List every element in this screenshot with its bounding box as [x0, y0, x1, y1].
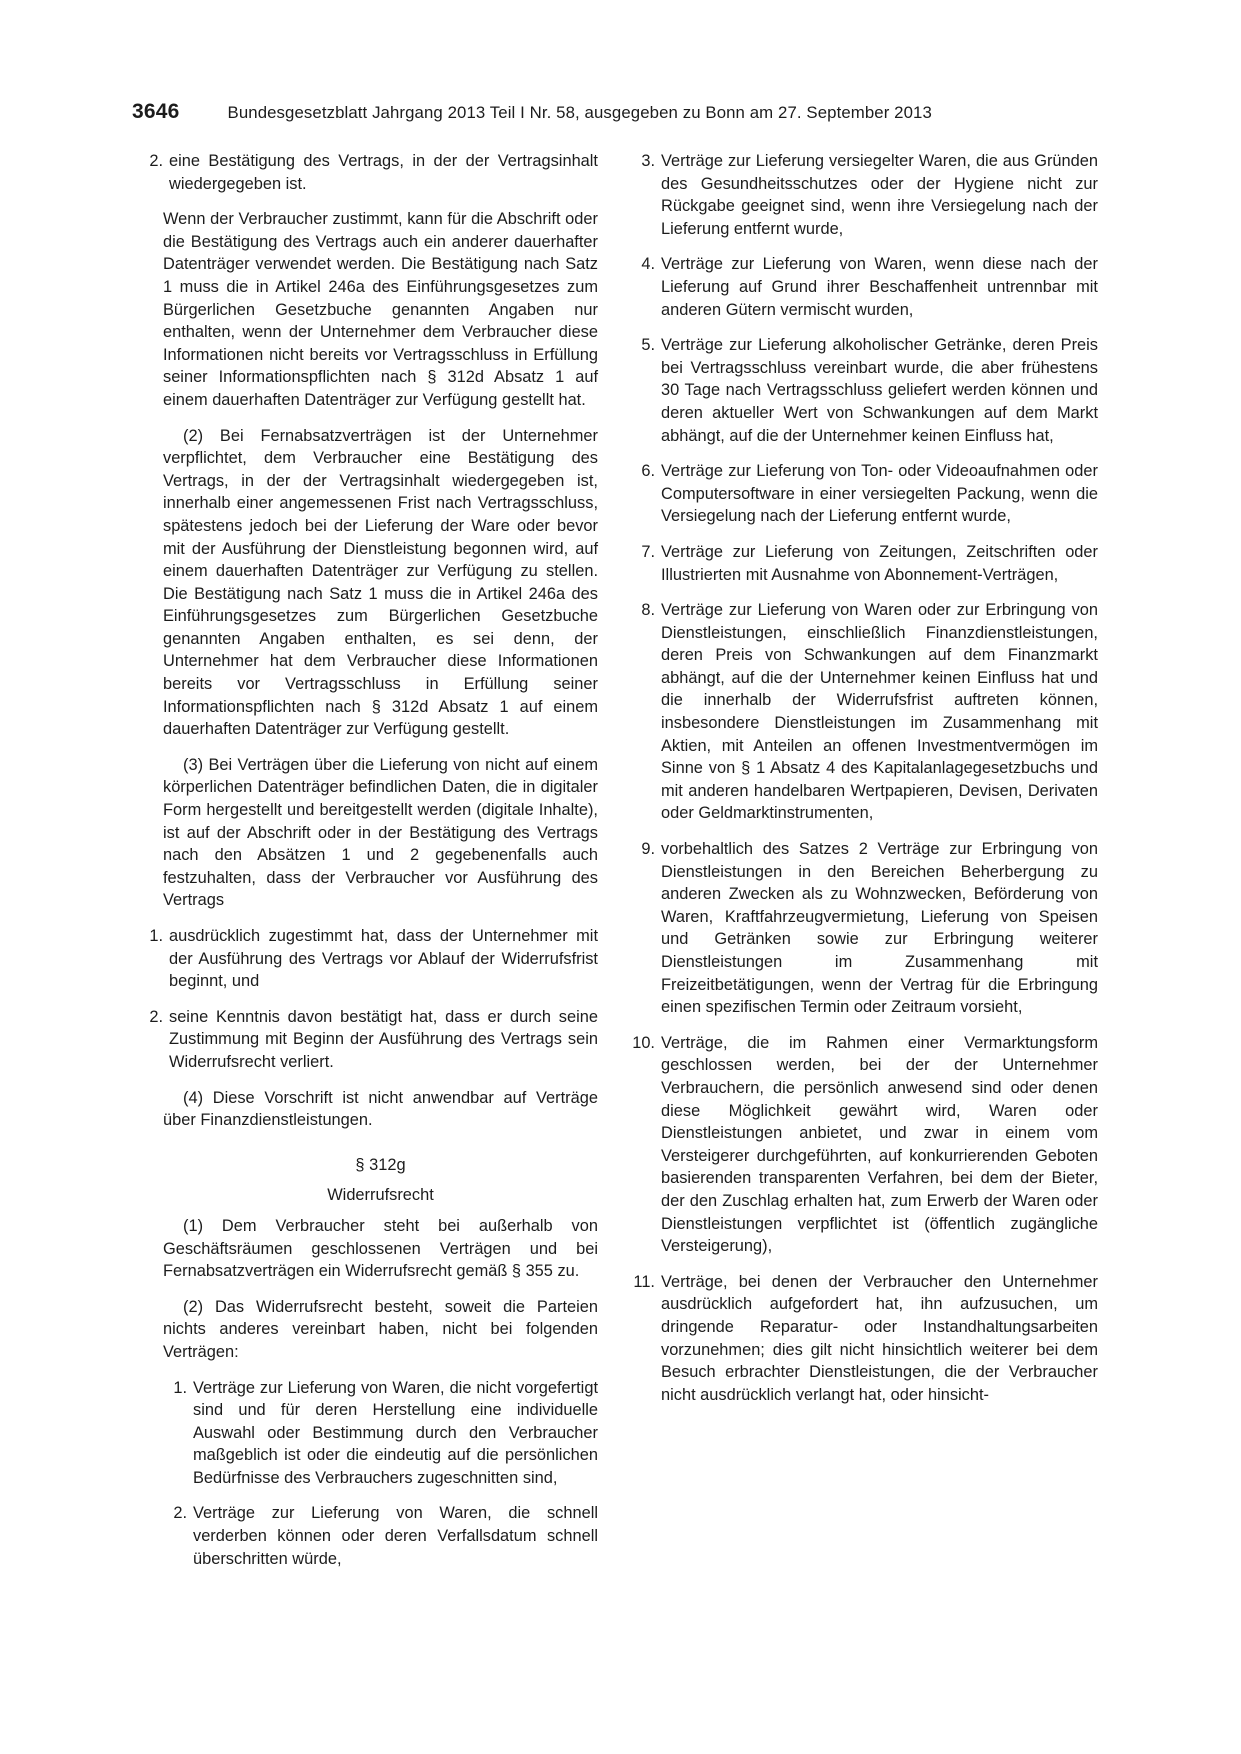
list-item — [163, 1502, 598, 1570]
item-number: 7. — [641, 542, 655, 561]
gazette-title: Bundesgesetzblatt Jahrgang 2013 Teil I Nr. 58, ausgegeben zu Bonn am 27. September 2013 — [227, 103, 932, 122]
item-number: 6. — [641, 462, 655, 481]
item-text: Verträge zur Lieferung alkoholischer Getränke, deren Preis bei Vertragsschluss vereinbart wurde, die aber frühestens 30 Tage nach Vertragsschluss geliefert werden können und deren aktueller Wert von Schwankungen auf dem Markt abhängt, auf die der Unternehmer keinen Einfluss hat, — [661, 336, 1098, 445]
list-item — [149, 925, 598, 993]
paragraph: Wenn der Verbraucher zustimmt, kann für die Abschrift oder die Bestätigung des Vertrags auch ein anderer dauerhafter Datenträger verwendet werden. Die Bestätigung nach Satz 1 muss die in Artikel 246a des Einführungsgesetzes zum Bürgerlichen Gesetzbuche genannten Angaben nur enthalten, wenn der Unternehmer dem Verbraucher diese Informationen nicht bereits vor Vertragsschluss in Erfüllung seiner Informationspflichten nach § 312d Absatz 1 auf einem dauerhaften Datenträger zur Verfügung gestellt hat. — [163, 210, 598, 409]
paragraph: (1) Dem Verbraucher steht bei außerhalb von Geschäftsräumen geschlossenen Verträgen und bei Fernabsatzverträgen ein Widerrufsrecht gemäß § 355 zu. — [163, 1216, 598, 1281]
section-number: § 312g — [355, 1155, 406, 1174]
paragraph: (4) Diese Vorschrift ist nicht anwendbar auf Verträge über Finanzdienstleistungen. — [163, 1088, 598, 1130]
item-number: 2. — [173, 1504, 187, 1523]
list-item — [641, 334, 1098, 447]
item-text: seine Kenntnis davon bestätigt hat, dass er durch seine Zustimmung mit Beginn der Ausführung des Vertrags sein Widerrufsrecht verliert. — [169, 1007, 598, 1071]
item-text: Verträge zur Lieferung von Waren oder zur Erbringung von Dienstleistungen, einschließlich Finanzdienstleistungen, deren Preis von Schwankungen auf dem Finanzmarkt abhängt, auf die der Unternehmer keinen Einfluss hat und die innerhalb der Widerrufsfrist auftreten können, insbesondere Dienstleistungen im Zusammenhang mit Aktien, mit Anteilen an offenen Investmentvermögen im Sinne von § 1 Absatz 4 des Kapitalanlagegesetzbuchs und mit anderen handelbaren Wertpapieren, Devisen, Derivaten oder Geldmarktinstrumenten, — [661, 601, 1098, 823]
item-text: Verträge zur Lieferung von Ton- oder Videoaufnahmen oder Computersoftware in einer versiegelten Packung, wenn die Versiegelung nach der Lieferung entfernt wurde, — [661, 462, 1098, 526]
item-number: 2. — [149, 1007, 163, 1026]
page-number: 3646 — [132, 100, 180, 123]
paragraph: (2) Das Widerrufsrecht besteht, soweit die Parteien nichts anderes vereinbart haben, nicht bei folgenden Verträgen: — [163, 1297, 598, 1361]
list-item — [633, 1271, 1098, 1407]
item-number: 3. — [641, 152, 655, 170]
item-number: 10. — [632, 1033, 655, 1052]
list-item — [641, 599, 1098, 825]
item-number: 1. — [149, 927, 163, 945]
item-text: vorbehaltlich des Satzes 2 Verträge zur Erbringung von Dienstleistungen in den Bereichen Beherbergung zu anderen Zwecken als zu Wohnzwecken, Beförderung von Waren, Kraftfahrzeugvermietung, Lieferung von Speisen und Getränken sowie zur Erbringung weiterer Dienstleistungen im Zusammenhang mit Freizeitbetätigungen, wenn der Vertrag für die Erbringung einen spezifischen Termin oder Zeitraum vorsieht, — [661, 840, 1098, 1017]
item-text: Verträge, die im Rahmen einer Vermarktungsform geschlossen werden, bei der der Unternehmer Verbrauchern, die persönlich anwesend sind oder denen diese Möglichkeit gewährt wird, Waren oder Dienstleistungen anbietet, und zwar in einem vom Versteigerer durchgeführten, auf konkurrierenden Geboten basierenden transparenten Verfahren, bei dem der Bieter, der den Zuschlag erhalten hat, zum Erwerb der Waren oder Dienstleistungen verpflichtet ist (öffentlich zugängliche Versteigerung), — [661, 1033, 1098, 1256]
list-item — [641, 838, 1098, 1019]
list-item — [149, 150, 598, 195]
item-text: Verträge zur Lieferung von Waren, die schnell verderben können oder deren Verfallsdatum schnell überschritten würde, — [193, 1504, 598, 1568]
item-text: Verträge zur Lieferung von Zeitungen, Zeitschriften oder Illustrierten mit Ausnahme von Abonnement-Verträgen, — [661, 542, 1098, 584]
list-item — [632, 1032, 1098, 1258]
list-item — [641, 253, 1098, 321]
item-text: Verträge zur Lieferung von Waren, die nicht vorgefertigt sind und für deren Herstellung eine individuelle Auswahl oder Bestimmung durch den Verbraucher maßgeblich ist oder die eindeutig auf die persönlichen Bedürfnisse des Verbrauchers zugeschnitten sind, — [193, 1378, 598, 1487]
list-item — [641, 541, 1098, 586]
item-number: 9. — [641, 840, 655, 859]
list-item — [163, 1377, 598, 1490]
item-number: 11. — [633, 1272, 655, 1291]
list-item — [641, 460, 1098, 528]
item-text: ausdrücklich zugestimmt hat, dass der Unternehmer mit der Ausführung des Vertrags vor Ablauf der Widerrufsfrist beginnt, und — [169, 927, 598, 991]
paragraph: (2) Bei Fernabsatzverträgen ist der Unternehmer verpflichtet, dem Verbraucher eine Bestätigung des Vertrags, in der der Vertragsinhalt wiedergegeben ist, innerhalb einer angemessenen Frist nach Vertragsschluss, spätestens jedoch bei der Lieferung der Ware oder bevor mit der Ausführung der Dienstleistung begonnen wird, auf einem dauerhaften Datenträger zur Verfügung zu stellen. Die Bestätigung nach Satz 1 muss die in Artikel 246a des Einführungsgesetzes zum Bürgerlichen Gesetzbuche genannten Angaben enthalten, es sei denn, der Unternehmer hat dem Verbraucher diese Informationen bereits vor Vertragsschluss in Erfüllung seiner Informationspflichten nach § 312d Absatz 1 auf einem dauerhaften Datenträger zur Verfügung gestellt. — [163, 426, 598, 739]
item-text: Verträge zur Lieferung von Waren, wenn diese nach der Lieferung auf Grund ihrer Beschaffenheit untrennbar mit anderen Gütern vermischt wurden, — [661, 255, 1098, 319]
item-number: 8. — [641, 601, 655, 620]
item-text: Verträge zur Lieferung versiegelter Waren, die aus Gründen des Gesundheitsschutzes oder der Hygiene nicht zur Rückgabe geeignet sind, wenn ihre Versiegelung nach der Lieferung entfernt wurde, — [661, 152, 1098, 238]
item-number: 5. — [641, 336, 655, 355]
section-title: Widerrufsrecht — [327, 1186, 434, 1205]
right-column — [632, 150, 1098, 1419]
left-column — [149, 150, 598, 1583]
item-number: 4. — [641, 255, 655, 274]
item-number: 1. — [173, 1378, 187, 1397]
item-text: eine Bestätigung des Vertrags, in der der Vertragsinhalt wiedergegeben ist. — [169, 152, 598, 193]
list-item — [641, 150, 1098, 240]
list-item — [149, 1006, 598, 1074]
item-number: 2. — [149, 152, 163, 170]
page-header — [132, 100, 1122, 124]
paragraph: (3) Bei Verträgen über die Lieferung von nicht auf einem körperlichen Datenträger befindlichen Daten, die in digitaler Form hergestellt und bereitgestellt werden (digitale Inhalte), ist auf der Abschrift oder in der Bestätigung des Vertrags nach den Absätzen 1 und 2 gegebenenfalls auch festzuhalten, dass der Verbraucher vor Ausführung des Vertrags — [163, 755, 598, 910]
item-text: Verträge, bei denen der Verbraucher den Unternehmer ausdrücklich aufgefordert hat, ihn aufzusuchen, um dringende Reparatur- oder Instandhaltungsarbeiten vorzunehmen; dies gilt nicht hinsichtlich weiterer bei dem Besuch erbrachter Dienstleistungen, die der Verbraucher nicht ausdrücklich verlangt hat, oder hinsicht- — [661, 1272, 1098, 1404]
